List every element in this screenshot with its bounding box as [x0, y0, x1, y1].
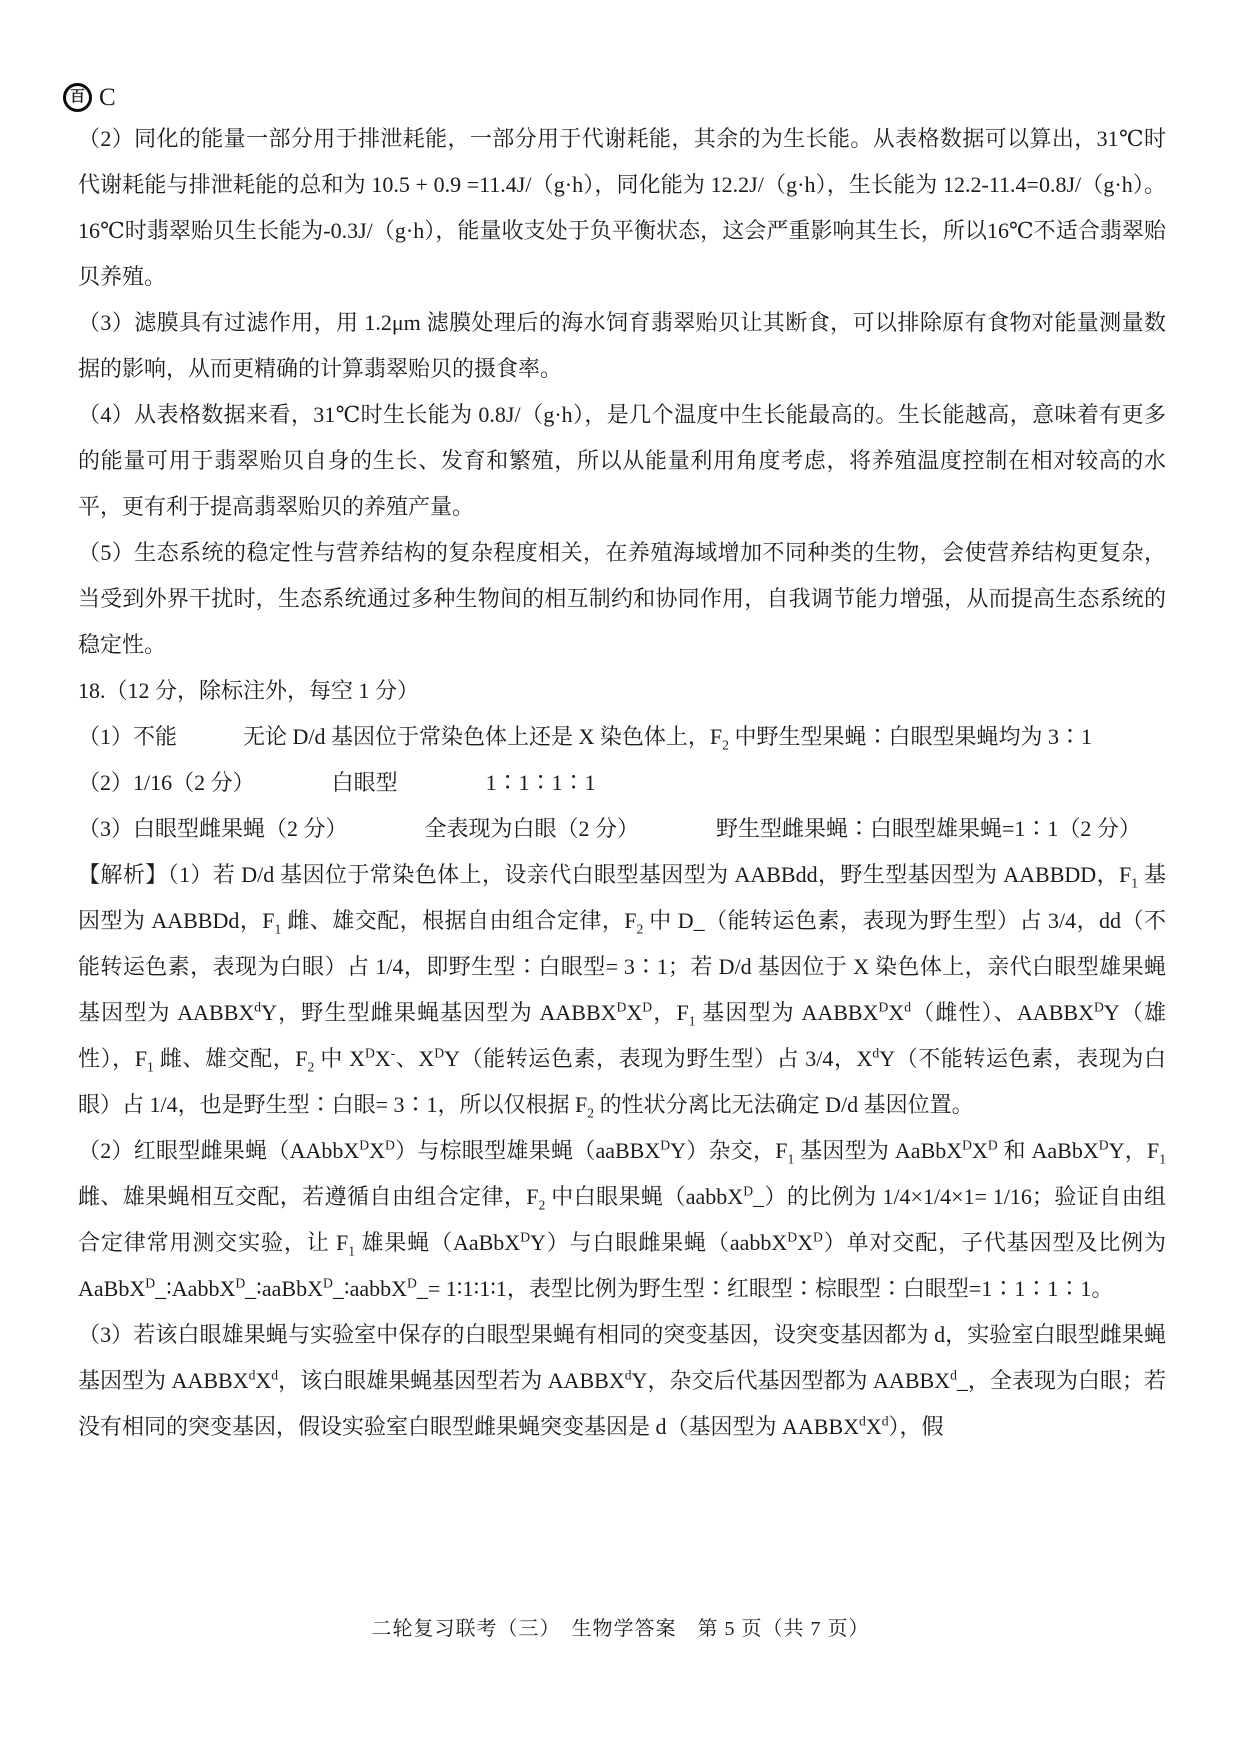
page-footer: 二轮复习联考（三） 生物学答案 第 5 页（共 7 页） [371, 1618, 870, 1640]
paragraph-q17-answer-4: （4）从表格数据来看，31℃时生长能为 0.8J/（g·h），是几个温度中生长能最高的。生长能越高，意味着有更多的能量可用于翡翠贻贝自身的生长、发育和繁殖，所以从能量利用角度考虑，将养殖温度控制在相对较高的水平，更有利于提高翡翠贻贝的养殖产量。 [78, 402, 1166, 519]
paragraph-q18-analysis-2: （2）红眼型雌果蝇$(AAbbX^DX^D)$与棕眼型雄果蝇（aaBBX$^D$Y）杂交，$F_1$ 基因型为 $AaBbX^DX^D$ 和 AaBbX$^D$Y，$F_1$ 雌、雄果蝇相互交配，若遵循自由组合定律，$F_2$ 中白眼果蝇（aabbX$^D$_）的比例为 1/4×1/4×1= 1/16；验证自由组合定律常用测交实验，让 $F_1$ 雄果蝇（AaBbX$^D$Y）与白眼雌果蝇$(aabbX^DX^D)$单对交配，子代基因型及比例为 AaBbX$^D$_∶AabbX$^D$_∶aaBbX$^D$_∶aabbX$^D$_= 1∶1∶1∶1，表型比例为野生型∶红眼型∶棕眼型∶白眼型=1∶1∶1∶1。 [78, 1137, 1167, 1301]
watermark-logo [63, 83, 116, 112]
paragraph-q18-answer-3: （3）白眼型雌果蝇（2 分） 全表现为白眼（2 分） 野生型雌果蝇∶白眼型雄果蝇=1∶1（2 分） [78, 816, 1141, 841]
paragraph-q18-analysis-3: （3）若该白眼雄果蝇与实验室中保存的白眼型果蝇有相同的突变基因，设突变基因都为 d，实验室白眼型雌果蝇基因型为 $AABBX^dX^d$，该白眼雄果蝇基因型若为 AABBX$^d$Y，杂交后代基因型都为 AABBX$^d$_，全表现为白眼；若没有相同的突变基因，假设实验室白眼型雌果蝇突变基因是 d（基因型为 $AABBX^dX^d$），假 [78, 1322, 1166, 1439]
watermark-letter: C [99, 84, 116, 111]
paragraph-q17-answer-3: （3）滤膜具有过滤作用，用 1.2μm 滤膜处理后的海水饲育翡翠贻贝让其断食，可以排除原有食物对能量测量数据的影响，从而更精确的计算翡翠贻贝的摄食率。 [78, 310, 1166, 381]
paragraph-q17-answer-5: （5）生态系统的稳定性与营养结构的复杂程度相关，在养殖海域增加不同种类的生物，会使营养结构更复杂，当受到外界干扰时，生态系统通过多种生物间的相互制约和协同作用，自我调节能力增强，从而提高生态系统的稳定性。 [78, 540, 1166, 657]
answer-content [78, 116, 1166, 1450]
paragraph-q17-answer-2: （2）同化的能量一部分用于排泄耗能，一部分用于代谢耗能，其余的为生长能。从表格数据可以算出，31℃时代谢耗能与排泄耗能的总和为 10.5 + 0.9 =11.4J/（g·h），同化能为 12.2J/（g·h），生长能为 12.2-11.4=0.8J/（g·h）。16℃时翡翠贻贝生长能为-0.3J/（g·h），能量收支处于负平衡状态，这会严重影响其生长，所以16℃不适合翡翠贻贝养殖。 [78, 126, 1166, 289]
paragraph-q18-analysis-1: 【解析】（1）若 D/d 基因位于常染色体上，设亲代白眼型基因型为 AABBdd，野生型基因型为 AABBDD，$F_1$ 基因型为 AABBDd，$F_1$ 雌、雄交配，根据自由组合定律，$F_2$ 中 D_（能转运色素，表现为野生型）占 3/4，dd（不能转运色素，表现为白眼）占 1/4，即野生型∶白眼型= 3∶1；若 D/d 基因位于 X 染色体上，亲代白眼型雄果蝇基因型为 AABBX$^d$Y，野生型雌果蝇基因型为 $AABBX^DX^D$，$F_1$ 基因型为 $AABBX^DX^d$（雌性）、$AABBX^DY$（雄性），$F_1$ 雌、雄交配，$F_2$ 中 $X^DX^-$、$X^DY$（能转运色素，表现为野生型）占 3/4，$X^dY$（不能转运色素，表现为白眼）占 1/4，也是野生型∶白眼= 3∶1，所以仅根据 $F_2$ 的性状分离比无法确定 D/d 基因位置。 [78, 862, 1167, 1121]
paragraph-q18-answer-2: （2）1/16（2 分） 白眼型 1∶1∶1∶1 [78, 770, 596, 795]
paragraph-q18-answer-1: （1）不能 无论 D/d 基因位于常染色体上还是 X 染色体上，$F_2$ 中野生型果蝇∶白眼型果蝇均为 3∶1 [78, 724, 1092, 753]
paragraph-q18-header: 18.（12 分，除标注外，每空 1 分） [78, 678, 420, 703]
circled-bai-icon: 百 [63, 83, 92, 112]
